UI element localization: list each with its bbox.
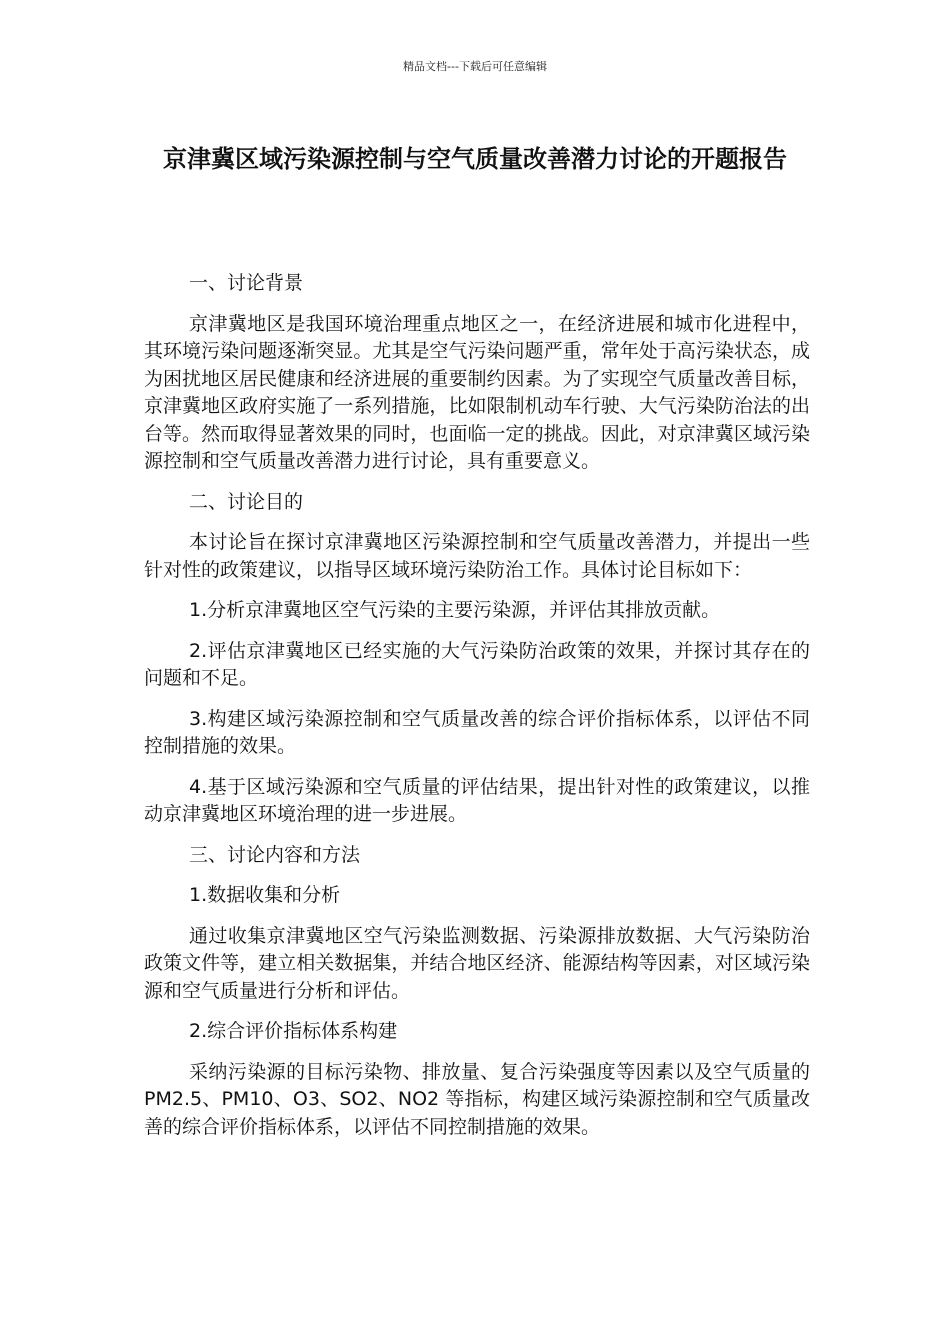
subheading-index-system: 2.综合评价指标体系构建 <box>189 1020 398 1042</box>
list-item: 4.基于区域污染源和空气质量的评估结果，提出针对性的政策建议，以推动京津冀地区环境治理的进一步进展。 <box>144 775 810 825</box>
list-item: 1.分析京津冀地区空气污染的主要污染源，并评估其排放贡献。 <box>189 599 721 621</box>
paragraph-index-system: 采纳污染源的目标污染物、排放量、复合污染强度等因素以及空气质量的 PM2.5、PM10、O3、SO2、NO2 等指标，构建区域污染源控制和空气质量改善的综合评价指标体系，以评估不同控制措施的效果。 <box>144 1060 810 1138</box>
list-item: 3.构建区域污染源控制和空气质量改善的综合评价指标体系，以评估不同控制措施的效果。 <box>144 707 810 757</box>
list-item: 2.评估京津冀地区已经实施的大气污染防治政策的效果，并探讨其存在的问题和不足。 <box>144 639 810 689</box>
document-body <box>144 270 810 1154</box>
section-heading-methods: 三、讨论内容和方法 <box>189 843 361 866</box>
subheading-data-collection: 1.数据收集和分析 <box>189 884 341 906</box>
page-header: 精品文档---下载后可任意编辑 <box>403 60 547 73</box>
paragraph-data-collection: 通过收集京津冀地区空气污染监测数据、污染源排放数据、大气污染防治政策文件等，建立相关数据集，并结合地区经济、能源结构等因素，对区域污染源和空气质量进行分析和评估。 <box>144 924 810 1002</box>
section-heading-purpose: 二、讨论目的 <box>189 490 304 513</box>
document-title: 京津冀区域污染源控制与空气质量改善潜力讨论的开题报告 <box>163 145 787 173</box>
paragraph-purpose: 本讨论旨在探讨京津冀地区污染源控制和空气质量改善潜力，并提出一些针对性的政策建议，以指导区域环境污染防治工作。具体讨论目标如下： <box>144 531 810 581</box>
section-heading-background: 一、讨论背景 <box>189 272 304 294</box>
paragraph-background: 京津冀地区是我国环境治理重点地区之一，在经济进展和城市化进程中，其环境污染问题逐渐突显。尤其是空气污染问题严重，常年处于高污染状态，成为困扰地区居民健康和经济进展的重要制约因素。为了实现空气质量改善目标，京津冀地区政府实施了一系列措施，比如限制机动车行驶、大气污染防治法的出台等。然而取得显著效果的同时，也面临一定的挑战。因此，对京津冀区域污染源控制和空气质量改善潜力进行讨论，具有重要意义。 <box>144 312 810 472</box>
